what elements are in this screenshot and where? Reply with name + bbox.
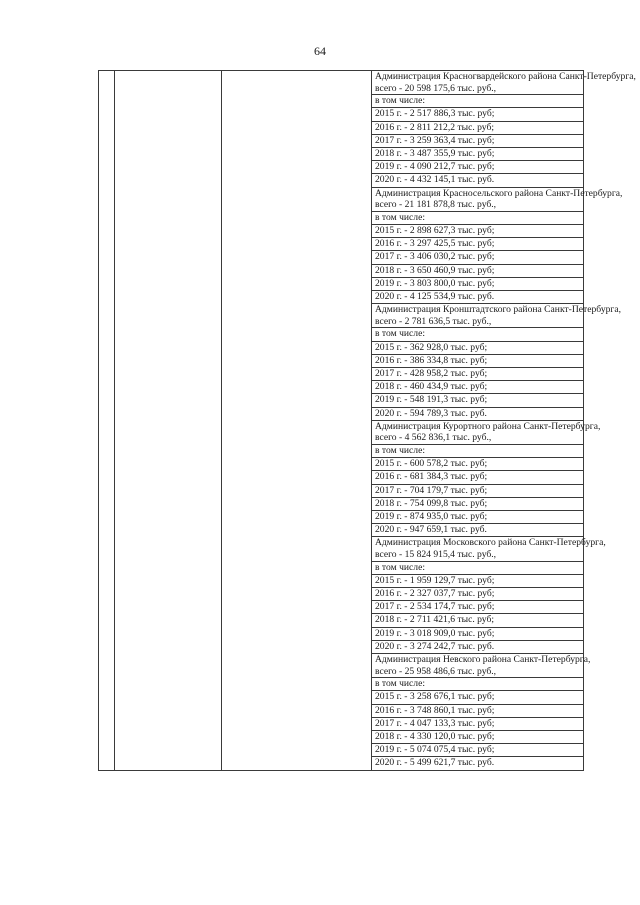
section-heading: Администрация Московского района Санкт-Петербурга, (375, 537, 606, 549)
year-amount-cell: 2017 г. - 428 958,2 тыс. руб; (372, 368, 584, 381)
year-amount-cell: 2015 г. - 3 258 676,1 тыс. руб; (372, 691, 584, 704)
year-amount-cell: 2018 г. - 460 434,9 тыс. руб; (372, 381, 584, 394)
including-label: в том числе: (372, 445, 584, 458)
year-amount-cell: 2017 г. - 3 406 030,2 тыс. руб; (372, 251, 584, 264)
year-amount-cell: 2018 г. - 754 099,8 тыс. руб; (372, 497, 584, 510)
year-amount-cell: 2017 г. - 4 047 133,3 тыс. руб; (372, 717, 584, 730)
blank-cell-title (115, 71, 222, 771)
year-amount-cell: 2016 г. - 2 811 212,2 тыс. руб; (372, 121, 584, 134)
including-label: в том числе: (372, 678, 584, 691)
year-amount-cell: 2020 г. - 947 659,1 тыс. руб. (372, 524, 584, 537)
year-amount-cell: 2020 г. - 5 499 621,7 тыс. руб. (372, 757, 584, 770)
year-amount-cell: 2016 г. - 681 384,3 тыс. руб; (372, 471, 584, 484)
year-amount-cell: 2018 г. - 3 650 460,9 тыс. руб; (372, 264, 584, 277)
year-amount-cell: 2020 г. - 4 125 534,9 тыс. руб. (372, 291, 584, 304)
including-label: в том числе: (372, 561, 584, 574)
funding-table (98, 70, 636, 771)
funding-table-body (99, 71, 636, 771)
section-heading-cell (372, 420, 601, 444)
year-amount-cell: 2020 г. - 4 432 145,1 тыс. руб. (372, 174, 584, 187)
year-amount-cell: 2015 г. - 2 898 627,3 тыс. руб; (372, 225, 584, 238)
including-label: в том числе: (372, 211, 584, 224)
year-amount-cell: 2018 г. - 4 330 120,0 тыс. руб; (372, 731, 584, 744)
section-heading-cell (372, 187, 623, 211)
section-total: всего - 25 958 486,6 тыс. руб., (375, 665, 497, 677)
section-heading-cell (372, 71, 636, 95)
section-heading-cell (372, 537, 606, 561)
year-amount-cell: 2019 г. - 548 191,3 тыс. руб; (372, 394, 584, 407)
including-label: в том числе: (372, 328, 584, 341)
year-amount-cell: 2019 г. - 4 090 212,7 тыс. руб; (372, 161, 584, 174)
section-total: всего - 15 824 915,4 тыс. руб., (375, 549, 497, 561)
year-amount-cell: 2016 г. - 386 334,8 тыс. руб; (372, 354, 584, 367)
year-amount-cell: 2019 г. - 874 935,0 тыс. руб; (372, 511, 584, 524)
section-total: всего - 4 562 836,1 тыс. руб., (375, 432, 492, 444)
year-amount-cell: 2015 г. - 362 928,0 тыс. руб; (372, 341, 584, 354)
section-heading-cell (372, 654, 591, 678)
year-amount-cell: 2018 г. - 2 711 421,6 тыс. руб; (372, 614, 584, 627)
section-heading: Администрация Красногвардейского района Санкт-Петербурга, (375, 71, 636, 82)
year-amount-cell: 2020 г. - 594 789,3 тыс. руб. (372, 407, 584, 420)
section-heading: Администрация Курортного района Санкт-Петербурга, (375, 420, 601, 432)
year-amount-cell: 2017 г. - 2 534 174,7 тыс. руб; (372, 601, 584, 614)
section-heading-cell (372, 304, 622, 328)
year-amount-cell: 2019 г. - 3 018 909,0 тыс. руб; (372, 627, 584, 640)
year-amount-cell: 2017 г. - 704 179,7 тыс. руб; (372, 484, 584, 497)
year-amount-cell: 2015 г. - 1 959 129,7 тыс. руб; (372, 574, 584, 587)
year-amount-cell: 2019 г. - 3 803 800,0 тыс. руб; (372, 277, 584, 290)
section-total: всего - 20 598 175,6 тыс. руб., (375, 82, 497, 94)
year-amount-cell: 2016 г. - 3 297 425,5 тыс. руб; (372, 238, 584, 251)
section-total: всего - 21 181 878,8 тыс. руб., (375, 199, 497, 211)
section-heading: Администрация Кронштадтского района Санкт-Петербурга, (375, 304, 622, 316)
year-amount-cell: 2020 г. - 3 274 242,7 тыс. руб. (372, 640, 584, 653)
including-label: в том числе: (372, 95, 584, 108)
page-number: 64 (314, 44, 326, 58)
blank-cell-executor (222, 71, 372, 771)
year-amount-cell: 2019 г. - 5 074 075,4 тыс. руб; (372, 744, 584, 757)
year-amount-cell: 2016 г. - 2 327 037,7 тыс. руб; (372, 588, 584, 601)
year-amount-cell: 2018 г. - 3 487 355,9 тыс. руб; (372, 148, 584, 161)
section-heading: Администрация Красносельского района Санкт-Петербурга, (375, 187, 623, 199)
year-amount-cell: 2016 г. - 3 748 860,1 тыс. руб; (372, 704, 584, 717)
year-amount-cell: 2015 г. - 2 517 886,3 тыс. руб; (372, 108, 584, 121)
blank-cell-number (99, 71, 115, 771)
section-heading: Администрация Невского района Санкт-Петербурга, (375, 654, 591, 666)
section-total: всего - 2 781 636,5 тыс. руб., (375, 315, 492, 327)
year-amount-cell: 2015 г. - 600 578,2 тыс. руб; (372, 458, 584, 471)
year-amount-cell: 2017 г. - 3 259 363,4 тыс. руб; (372, 134, 584, 147)
